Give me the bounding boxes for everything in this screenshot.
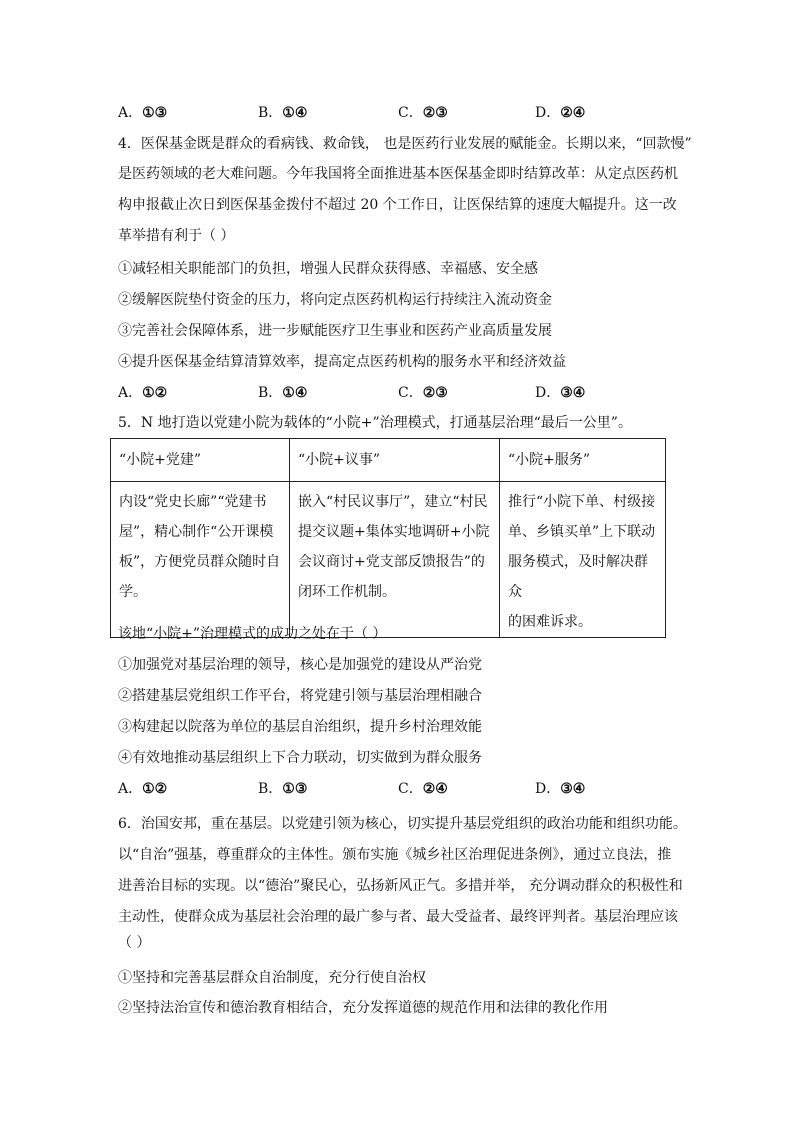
q4-option-d[interactable]: D．③④ bbox=[535, 385, 586, 401]
cell-line: 学。 bbox=[119, 584, 147, 600]
q5-item-4: ④有效地推动基层组织上下合力联动，切实做到为群众服务 bbox=[118, 750, 482, 766]
q3-option-a[interactable]: A．①③ bbox=[118, 105, 168, 121]
q5-question: 该地“小院+”治理模式的成功之处在于（ ） bbox=[118, 626, 387, 642]
q6-stem-line-4: 主动性，使群众成为基层社会治理的最广参与者、最大受益者、最终评判者。基层治理应该 bbox=[118, 909, 678, 925]
q4-stem-line-1: 4．医保基金既是群众的看病钱、救命钱， 也是医药行业发展的赋能金。长期以来，“回款慢” bbox=[118, 136, 692, 152]
cell-line: 会议商讨+党支部反馈报告”的 bbox=[298, 554, 485, 570]
table-header-cell: “小院+议事” bbox=[290, 439, 500, 482]
cell-line: 的困难诉求。 bbox=[508, 614, 592, 630]
cell-line: 屋”，精心制作“公开课模 bbox=[119, 524, 274, 540]
q4-stem-line-3: 构申报截止次日到医保基金拨付不超过 20 个工作日，让医保结算的速度大幅提升。这一改 bbox=[118, 197, 677, 213]
q6-stem-line-3: 进善治目标的实现。以“德治”聚民心，弘扬新风正气。多措并举， 充分调动群众的积极性和 bbox=[118, 878, 683, 894]
q5-item-3: ③构建起以院落为单位的基层自治组织，提升乡村治理效能 bbox=[118, 719, 482, 735]
q5-item-2: ②搭建基层党组织工作平台，将党建引领与基层治理相融合 bbox=[118, 688, 482, 704]
q4-item-1: ①减轻相关职能部门的负担，增强人民群众获得感、幸福感、安全感 bbox=[118, 261, 538, 277]
q4-option-a[interactable]: A．①② bbox=[118, 385, 168, 401]
table-header-cell: “小院+服务” bbox=[500, 439, 666, 482]
table-header-cell: “小院+党建” bbox=[111, 439, 290, 482]
q4-item-2: ②缓解医院垫付资金的压力，将向定点医药机构运行持续注入流动资金 bbox=[118, 292, 552, 308]
q6-stem-line-2: 以“自治”强基，尊重群众的主体性。颁布实施《城乡社区治理促进条例》，通过立良法，推 bbox=[118, 847, 672, 863]
q5-item-1: ①加强党对基层治理的领导，核心是加强党的建设从严治党 bbox=[118, 657, 482, 673]
table-cell bbox=[290, 482, 500, 638]
q3-option-b[interactable]: B．①④ bbox=[258, 105, 308, 121]
q6-item-1: ①坚持和完善基层群众自治制度，充分行使自治权 bbox=[118, 970, 426, 986]
cell-line: 提交议题+集体实地调研+小院 bbox=[298, 524, 490, 540]
q5-option-b[interactable]: B．①③ bbox=[258, 781, 308, 797]
cell-line: 服务模式，及时解决群众 bbox=[508, 554, 648, 600]
q5-stem: 5．N 地打造以党建小院为载体的“小院+”治理模式，打通基层治理“最后一公里”。 bbox=[118, 415, 632, 431]
q3-options bbox=[118, 103, 638, 123]
table-cell bbox=[111, 482, 290, 638]
q3-option-c[interactable]: C．②③ bbox=[398, 105, 448, 121]
table-cell bbox=[500, 482, 666, 638]
cell-line: 推行“小院下单、村级接 bbox=[508, 494, 656, 510]
q4-options bbox=[118, 383, 638, 403]
cell-line: 内设“党史长廊”“党建书 bbox=[119, 494, 267, 510]
q4-option-b[interactable]: B．①④ bbox=[258, 385, 308, 401]
q5-options bbox=[118, 779, 638, 799]
cell-line: 单、乡镇买单”上下联动 bbox=[508, 524, 656, 540]
q5-table bbox=[110, 438, 666, 638]
q6-stem-line-5: （ ） bbox=[118, 935, 151, 951]
table-row bbox=[111, 482, 666, 638]
table-header-row bbox=[111, 439, 666, 482]
q5-option-a[interactable]: A．①② bbox=[118, 781, 168, 797]
q6-stem-line-1: 6．治国安邦，重在基层。以党建引领为核心，切实提升基层党组织的政治功能和组织功能。 bbox=[118, 816, 687, 832]
q5-option-c[interactable]: C．②④ bbox=[398, 781, 448, 797]
q4-item-3: ③完善社会保障体系，进一步赋能医疗卫生事业和医药产业高质量发展 bbox=[118, 323, 552, 339]
q4-option-c[interactable]: C．②③ bbox=[398, 385, 448, 401]
q4-stem-line-2: 是医药领域的老大难问题。今年我国将全面推进基本医保基金即时结算改革：从定点医药机 bbox=[118, 166, 678, 182]
cell-line: 板”，方便党员群众随时自 bbox=[119, 554, 281, 570]
cell-line: 闭环工作机制。 bbox=[298, 584, 396, 600]
cell-line: 嵌入“村民议事厅”，建立“村民 bbox=[298, 494, 488, 510]
q6-item-2: ②坚持法治宣传和德治教育相结合，充分发挥道德的规范作用和法律的教化作用 bbox=[118, 1000, 608, 1016]
q5-option-d[interactable]: D．③④ bbox=[535, 781, 586, 797]
q4-stem-line-4: 革举措有利于（ ） bbox=[118, 228, 235, 244]
q4-item-4: ④提升医保基金结算清算效率，提高定点医药机构的服务水平和经济效益 bbox=[118, 354, 566, 370]
q3-option-d[interactable]: D．②④ bbox=[535, 105, 586, 121]
